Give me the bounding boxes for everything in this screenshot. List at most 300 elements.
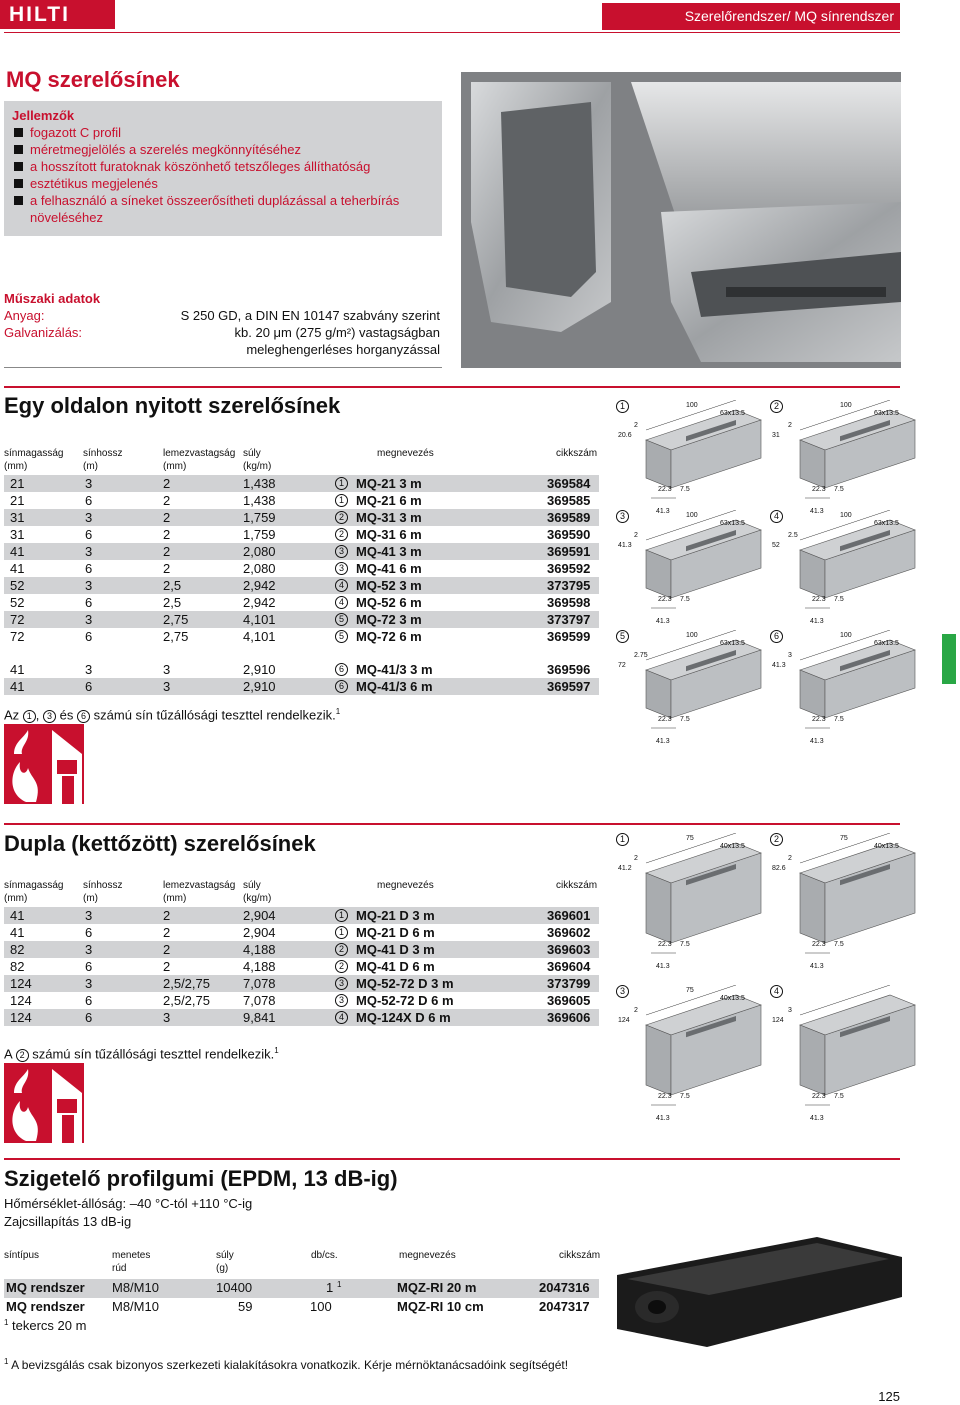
- feature-item: a hosszított furatoknak köszönhető tetszőleges állíthatóság: [12, 158, 434, 175]
- dimension-label: 63x13.5: [874, 410, 899, 417]
- cell-name: MQ-31 3 m: [356, 510, 422, 525]
- section-title: Szigetelő profilgumi (EPDM, 13 dB-ig): [4, 1166, 398, 1191]
- table-row: [4, 577, 599, 594]
- cell-w: 2,080: [243, 561, 276, 576]
- profile-drawing: [616, 833, 776, 978]
- cell-w: 1,438: [243, 476, 276, 491]
- cell-h: 82: [10, 959, 25, 974]
- dimension-label: 63x13.5: [874, 640, 899, 647]
- dimension-label: 75: [686, 835, 694, 842]
- circled-number: 5: [335, 613, 348, 626]
- circled-number: 6: [77, 710, 90, 723]
- dimension-label: 2: [788, 422, 792, 429]
- cell-w: 2,910: [243, 679, 276, 694]
- table-row: MQ rendszer M8/M10 59 100 MQZ-RI 10 cm 2047317: [6, 1299, 590, 1314]
- cell-code: 369598: [547, 595, 591, 610]
- circled-number: 2: [335, 960, 348, 973]
- dimension-label: 40x13.5: [720, 995, 745, 1002]
- cell-name: MQ-52 3 m: [356, 578, 422, 593]
- gum-info: [4, 1195, 252, 1231]
- cell-t: 3: [163, 679, 171, 694]
- cell-l: 3: [85, 976, 93, 991]
- circled-number: 1: [23, 710, 36, 723]
- circled-number: 1: [616, 400, 629, 413]
- dimension-label: 41.3: [810, 618, 824, 625]
- cell-w: 2,942: [243, 578, 276, 593]
- circled-number: 6: [770, 630, 783, 643]
- rail-photo-illustration: [461, 72, 901, 368]
- circled-number: 6: [335, 663, 348, 676]
- cell-h: 41: [10, 662, 25, 677]
- dimension-label: 7.5: [680, 1093, 690, 1100]
- dimension-label: 75: [840, 835, 848, 842]
- dimension-label: 2: [634, 422, 638, 429]
- cell-w: 2,942: [243, 595, 276, 610]
- circled-number: 4: [770, 510, 783, 523]
- cell-t: 2,75: [163, 629, 189, 644]
- dimension-label: 2: [634, 855, 638, 862]
- dimension-label: 22.3: [812, 1093, 826, 1100]
- tech-row: meleghengerléses horganyzással: [246, 342, 440, 357]
- cell-code: 373795: [547, 578, 591, 593]
- table-header: sínmagasság (mm) sínhossz (m) lemezvastagság (mm) súly (kg/m) megnevezés cikkszám: [4, 880, 598, 904]
- dimension-label: 41.3: [810, 738, 824, 745]
- cell-name: MQ-41 6 m: [356, 561, 422, 576]
- col-header: cikkszám: [556, 448, 598, 459]
- cell-name: MQ-21 D 3 m: [356, 908, 435, 923]
- single-rail-table: [4, 447, 599, 695]
- bullet-square-icon: [14, 162, 23, 171]
- cell-name: MQ-52-72 D 3 m: [356, 976, 454, 991]
- dimension-label: 100: [686, 402, 698, 409]
- cell-code: 369592: [547, 561, 591, 576]
- dimension-label: 7.5: [680, 486, 690, 493]
- circled-number: 1: [335, 477, 348, 490]
- dimension-label: 22.3: [812, 596, 826, 603]
- cell-t: 3: [163, 662, 171, 677]
- dimension-label: 41.3: [810, 1115, 824, 1122]
- cell-h: 41: [10, 908, 25, 923]
- cell-t: 2: [163, 908, 171, 923]
- dimension-label: 41.3: [656, 963, 670, 970]
- fire-protection-icon: [4, 1063, 84, 1143]
- table-row: [4, 941, 599, 958]
- dimension-label: 7.5: [834, 596, 844, 603]
- cell-t: 2,5: [163, 595, 182, 610]
- cell-code: 369599: [547, 629, 591, 644]
- dimension-label: 40x13.5: [720, 843, 745, 850]
- cell-name: MQ-41 D 6 m: [356, 959, 435, 974]
- table-body: [4, 907, 599, 1026]
- circled-number: 4: [335, 579, 348, 592]
- cell-name: MQ-41 3 m: [356, 544, 422, 559]
- dimension-label: 22.3: [658, 1093, 672, 1100]
- circled-number: 3: [335, 977, 348, 990]
- cell-name: MQ-21 D 6 m: [356, 925, 435, 940]
- bullet-square-icon: [14, 196, 23, 205]
- cell-l: 6: [85, 493, 93, 508]
- circled-number: 1: [616, 833, 629, 846]
- table-row: [4, 924, 599, 941]
- circled-number: 4: [335, 596, 348, 609]
- chapter-tab: [942, 634, 956, 684]
- cell-code: 373797: [547, 612, 591, 627]
- cell-code: 369601: [547, 908, 591, 923]
- circled-number: 3: [616, 510, 629, 523]
- dimension-label: 7.5: [834, 486, 844, 493]
- fire-protection-icon: [4, 724, 84, 804]
- col-header: lemezvastagság: [163, 448, 236, 459]
- circled-number: 2: [335, 528, 348, 541]
- tech-row: Anyag: S 250 GD, a DIN EN 10147 szabvány szerint: [4, 308, 440, 323]
- cell-code: 369585: [547, 493, 591, 508]
- header-divider: [4, 32, 900, 33]
- features-box: [4, 101, 442, 236]
- circled-number: 3: [43, 710, 56, 723]
- page-number: 125: [878, 1389, 900, 1404]
- table-row: [4, 661, 599, 678]
- cell-l: 6: [85, 959, 93, 974]
- section-divider: [4, 823, 900, 825]
- col-unit: (mm): [4, 461, 28, 472]
- dimension-label: 100: [686, 632, 698, 639]
- cell-code: 369597: [547, 679, 591, 694]
- bullet-square-icon: [14, 179, 23, 188]
- table-header: [4, 447, 599, 475]
- cell-l: 3: [85, 544, 93, 559]
- profile-drawing: [770, 985, 930, 1130]
- cell-h: 41: [10, 925, 25, 940]
- cell-h: 21: [10, 476, 25, 491]
- circled-number: 3: [335, 562, 348, 575]
- cell-l: 6: [85, 527, 93, 542]
- dimension-label: 22.3: [812, 941, 826, 948]
- dimension-label: 7.5: [834, 716, 844, 723]
- logo-text: HILTI: [9, 3, 70, 26]
- cell-w: 7,078: [243, 976, 276, 991]
- feature-item: fogazott C profil: [12, 124, 434, 141]
- table-row: [4, 975, 599, 992]
- cell-l: 3: [85, 612, 93, 627]
- dimension-label: 100: [840, 632, 852, 639]
- cell-w: 2,904: [243, 925, 276, 940]
- dimension-label: 82.6: [772, 865, 786, 872]
- section-title: Dupla (kettőzött) szerelősínek: [4, 831, 316, 856]
- cell-h: 52: [10, 578, 25, 593]
- dimension-label: 7.5: [834, 941, 844, 948]
- cell-l: 6: [85, 925, 93, 940]
- dimension-label: 22.3: [812, 486, 826, 493]
- table-row: [4, 958, 599, 975]
- dimension-label: 124: [772, 1017, 784, 1024]
- col-unit: (kg/m): [243, 461, 272, 472]
- cell-w: 1,759: [243, 527, 276, 542]
- features-title: Jellemzők: [12, 108, 75, 123]
- cell-t: 2,5/2,75: [163, 976, 210, 991]
- cell-h: 124: [10, 1010, 32, 1025]
- divider: [4, 367, 442, 368]
- temperature-range: Hőmérséklet-állóság: –40 °C-tól +110 °C-ig: [4, 1196, 253, 1211]
- table-row: [4, 678, 599, 695]
- rubber-profile-photo: [617, 1237, 902, 1347]
- cell-l: 3: [85, 578, 93, 593]
- cell-code: 369606: [547, 1010, 591, 1025]
- dimension-label: 41.3: [810, 508, 824, 515]
- cell-t: 2: [163, 544, 171, 559]
- cell-code: 373799: [547, 976, 591, 991]
- circled-number: 6: [335, 680, 348, 693]
- circled-number: 2: [335, 943, 348, 956]
- cell-l: 6: [85, 561, 93, 576]
- tech-title: Műszaki adatok: [4, 291, 101, 306]
- noise-reduction: Zajcsillapítás 13 dB-ig: [4, 1214, 132, 1229]
- col-header: súly: [243, 448, 261, 459]
- table-row: [4, 526, 599, 543]
- table-row: [4, 594, 599, 611]
- dimension-label: 22.3: [658, 486, 672, 493]
- dimension-label: 75: [686, 987, 694, 994]
- cell-name: MQ-124X D 6 m: [356, 1010, 451, 1025]
- cell-name: MQ-21 3 m: [356, 476, 422, 491]
- dimension-label: 3: [788, 652, 792, 659]
- dimension-label: 2: [634, 532, 638, 539]
- profile-drawing: [770, 630, 930, 775]
- dimension-label: 124: [618, 1017, 630, 1024]
- circled-number: 4: [335, 1011, 348, 1024]
- cell-w: 9,841: [243, 1010, 276, 1025]
- dimension-label: 41.3: [810, 963, 824, 970]
- cell-w: 4,188: [243, 942, 276, 957]
- cell-name: MQ-72 3 m: [356, 612, 422, 627]
- dimension-label: 31: [772, 432, 780, 439]
- profile-drawing: [616, 985, 776, 1130]
- circled-number: 2: [770, 833, 783, 846]
- table-row: [4, 475, 599, 492]
- dimension-label: 22.3: [658, 596, 672, 603]
- dimension-label: 100: [686, 512, 698, 519]
- dimension-label: 41.2: [618, 865, 632, 872]
- cell-w: 7,078: [243, 993, 276, 1008]
- dimension-label: 41.3: [656, 508, 670, 515]
- dimension-label: 41.3: [772, 662, 786, 669]
- cell-h: 52: [10, 595, 25, 610]
- cell-h: 21: [10, 493, 25, 508]
- cell-code: 369584: [547, 476, 591, 491]
- cell-code: 369602: [547, 925, 591, 940]
- circled-number: 3: [335, 545, 348, 558]
- table-body: [4, 661, 599, 695]
- dimension-label: 7.5: [834, 1093, 844, 1100]
- circled-number: 2: [335, 511, 348, 524]
- cell-w: 1,759: [243, 510, 276, 525]
- dimension-label: 7.5: [680, 716, 690, 723]
- cell-l: 6: [85, 1010, 93, 1025]
- section-divider: [4, 1158, 900, 1160]
- feature-item: méretmegjelölés a szerelés megkönnyítéséhez: [12, 141, 434, 158]
- cell-w: 4,101: [243, 612, 276, 627]
- cell-t: 2: [163, 476, 171, 491]
- table-row: MQ rendszer M8/M10 10400 1 1 MQZ-RI 20 m 2047316: [4, 1279, 599, 1298]
- bullet-square-icon: [14, 128, 23, 137]
- cell-w: 2,080: [243, 544, 276, 559]
- dimension-label: 41.3: [656, 618, 670, 625]
- cell-t: 2: [163, 561, 171, 576]
- cell-name: MQ-21 6 m: [356, 493, 422, 508]
- table-header: síntípus menetes rúd súly (g) db/cs. megnevezés cikkszám: [4, 1250, 601, 1274]
- feature-item-cont: növeléséhez: [30, 210, 103, 225]
- cell-w: 2,904: [243, 908, 276, 923]
- col-header: megnevezés: [377, 448, 434, 459]
- dimension-label: 100: [840, 512, 852, 519]
- cell-l: 3: [85, 510, 93, 525]
- dimension-label: 22.3: [658, 941, 672, 948]
- dimension-label: 52: [772, 542, 780, 549]
- dimension-label: 2.5: [788, 532, 798, 539]
- cell-code: 369591: [547, 544, 591, 559]
- bullet-square-icon: [14, 145, 23, 154]
- dimension-label: 63x13.5: [874, 520, 899, 527]
- circled-number: 3: [616, 985, 629, 998]
- circled-number: 1: [335, 494, 348, 507]
- dimension-label: 20.6: [618, 432, 632, 439]
- cell-t: 2: [163, 510, 171, 525]
- cell-t: 2: [163, 942, 171, 957]
- cell-h: 41: [10, 561, 25, 576]
- cell-l: 6: [85, 595, 93, 610]
- cell-h: 72: [10, 612, 25, 627]
- cell-t: 2,75: [163, 612, 189, 627]
- dimension-label: 7.5: [680, 941, 690, 948]
- cell-name: MQ-41/3 3 m: [356, 662, 433, 677]
- dimension-label: 63x13.5: [720, 640, 745, 647]
- cell-code: 369596: [547, 662, 591, 677]
- table-row: [4, 1009, 599, 1026]
- col-header: sínhossz: [83, 448, 123, 459]
- dimension-label: 2: [634, 1007, 638, 1014]
- cell-t: 3: [163, 1010, 171, 1025]
- hilti-logo: [0, 0, 115, 29]
- cell-name: MQ-52 6 m: [356, 595, 422, 610]
- cell-t: 2: [163, 959, 171, 974]
- circled-number: 5: [335, 630, 348, 643]
- table-footnote: 1 tekercs 20 m: [4, 1318, 87, 1333]
- cell-h: 82: [10, 942, 25, 957]
- cell-w: 1,438: [243, 493, 276, 508]
- section-title: Egy oldalon nyitott szerelősínek: [4, 393, 341, 418]
- cell-l: 3: [85, 908, 93, 923]
- cell-name: MQ-52-72 D 6 m: [356, 993, 454, 1008]
- dimension-label: 7.5: [680, 596, 690, 603]
- dimension-label: 3: [788, 1007, 792, 1014]
- profile-drawing: [616, 630, 776, 775]
- cell-h: 31: [10, 527, 25, 542]
- cell-l: 6: [85, 629, 93, 644]
- circled-number: 1: [335, 909, 348, 922]
- table-body: [4, 475, 599, 645]
- cell-l: 3: [85, 662, 93, 677]
- cell-w: 4,188: [243, 959, 276, 974]
- double-rail-table: [4, 879, 599, 1026]
- cell-code: 369605: [547, 993, 591, 1008]
- dimension-label: 63x13.5: [720, 410, 745, 417]
- rail-photo: [461, 72, 901, 368]
- section-divider: [4, 386, 900, 388]
- col-header: sínmagasság: [4, 448, 64, 459]
- circled-number: 5: [616, 630, 629, 643]
- dimension-label: 100: [840, 402, 852, 409]
- cell-l: 6: [85, 679, 93, 694]
- table-row: [4, 543, 599, 560]
- gum-table: [4, 1249, 599, 1336]
- cell-h: 72: [10, 629, 25, 644]
- circled-number: 1: [335, 926, 348, 939]
- section-header-text: Szerelőrendszer/ MQ sínrendszer: [684, 8, 894, 24]
- tech-data: [4, 290, 442, 358]
- dimension-label: 22.3: [658, 716, 672, 723]
- cell-h: 124: [10, 993, 32, 1008]
- cell-w: 4,101: [243, 629, 276, 644]
- dimension-label: 2.75: [634, 652, 648, 659]
- cell-h: 41: [10, 544, 25, 559]
- dimension-label: 72: [618, 662, 626, 669]
- cell-code: 369590: [547, 527, 591, 542]
- cell-h: 41: [10, 679, 25, 694]
- cell-l: 3: [85, 476, 93, 491]
- feature-item: esztétikus megjelenés: [12, 175, 434, 192]
- circled-number: 4: [770, 985, 783, 998]
- circled-number: 3: [335, 994, 348, 1007]
- col-unit: (mm): [163, 461, 187, 472]
- col-unit: (m): [83, 461, 98, 472]
- page-title: MQ szerelősínek: [6, 67, 180, 92]
- cell-l: 6: [85, 993, 93, 1008]
- cell-name: MQ-41/3 6 m: [356, 679, 433, 694]
- table-row: [4, 628, 599, 645]
- cell-code: 369603: [547, 942, 591, 957]
- cell-t: 2: [163, 527, 171, 542]
- fire-test-note: A 2 számú sín tűzállósági teszttel rendelkezik.$^1$: [4, 1046, 279, 1062]
- cell-name: MQ-31 6 m: [356, 527, 422, 542]
- cell-w: 2,910: [243, 662, 276, 677]
- table-row: [4, 509, 599, 526]
- section-header: [602, 3, 900, 30]
- table-row: [4, 992, 599, 1009]
- dimension-label: 63x13.5: [720, 520, 745, 527]
- features-list: [12, 124, 434, 226]
- tech-row: Galvanizálás: kb. 20 μm (275 g/m²) vastagságban: [4, 325, 440, 340]
- dimension-label: 41.3: [618, 542, 632, 549]
- cell-name: MQ-72 6 m: [356, 629, 422, 644]
- dimension-label: 41.3: [656, 1115, 670, 1122]
- feature-item: a felhasználó a síneket összeerősítheti duplázással a teherbírás: [12, 192, 434, 209]
- table-row: [4, 611, 599, 628]
- cell-t: 2,5: [163, 578, 182, 593]
- cell-t: 2: [163, 925, 171, 940]
- cell-code: 369604: [547, 959, 591, 974]
- fire-test-note: Az 1 , 3 és 6 számú sín tűzállósági teszttel rendelkezik.$^1$: [4, 707, 341, 723]
- footnote: $^1$ A bevizsgálás csak bizonyos szerkezeti kialakításokra vonatkozik. Kérje mérnöktanácsadóink segítségét!: [4, 1357, 569, 1372]
- table-row: [4, 907, 599, 924]
- cell-l: 3: [85, 942, 93, 957]
- dimension-label: 22.3: [812, 716, 826, 723]
- dimension-label: 40x13.5: [874, 843, 899, 850]
- table-row: [4, 560, 599, 577]
- cell-t: 2: [163, 493, 171, 508]
- cell-h: 31: [10, 510, 25, 525]
- dimension-label: 41.3: [656, 738, 670, 745]
- cell-name: MQ-41 D 3 m: [356, 942, 435, 957]
- table-row: [4, 492, 599, 509]
